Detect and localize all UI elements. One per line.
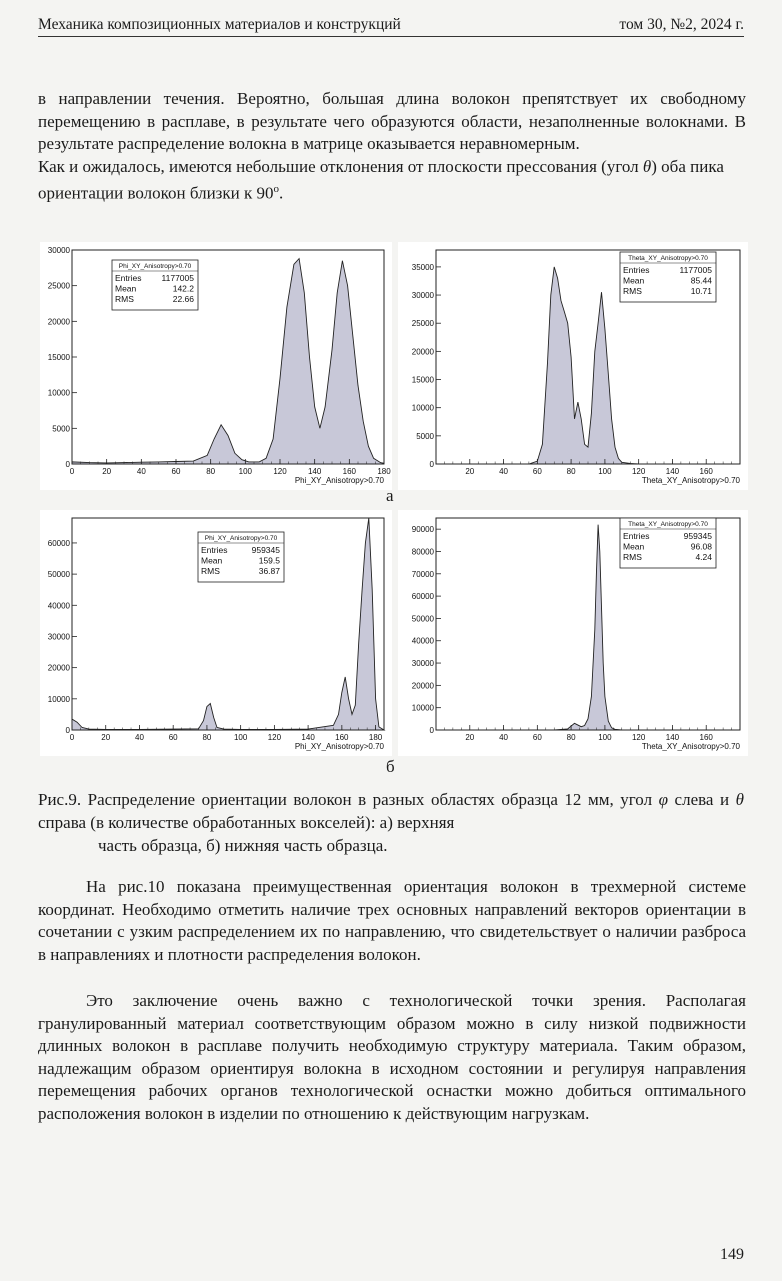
body-text-2: Это заключение очень важно с технологической точки зрения. Располагая гранулированный материал соответствующим образом можно в силу низкой подвижности длинных волокон в расплаве получить необходимую структуру материала. Таким образом, надлежащим образом ориентируя волокна в исходном состоянии и регулируя направления перемещения рабочих органов технологической оснастки можно добиться оптимального расположения волокон в изделии по отношению к действующим нагрузкам. <box>38 991 746 1123</box>
y-tick-label: 30000 <box>411 291 434 301</box>
x-tick-label: 40 <box>499 467 509 476</box>
x-tick-label: 120 <box>631 733 646 742</box>
intro-text: в направлении течения. Вероятно, большая длина волокон препятствует их свободному перемещению в расплаве, в результате чего образуются области, незаполненные волокнами. В результате распределение волокна в матрице оказывается неравномерным. <box>38 89 746 153</box>
y-tick-label: 60000 <box>47 538 70 548</box>
x-tick-label: 60 <box>168 733 178 742</box>
x-tick-label: 180 <box>368 733 383 742</box>
intro-text-2-pre: Как и ожидалось, имеются небольшие отклонения от плоскости прессования (угол <box>38 156 643 176</box>
stats-key: RMS <box>623 286 642 296</box>
y-tick-label: 50000 <box>411 614 434 624</box>
caption-line-1 <box>38 788 744 834</box>
x-tick-label: 80 <box>566 467 576 476</box>
y-tick-label: 10000 <box>47 694 70 704</box>
intro-text-2 <box>38 156 746 206</box>
x-tick-label: 60 <box>532 467 542 476</box>
x-axis-label: Phi_XY_Anisotropy>0.70 <box>294 742 384 751</box>
stats-box <box>198 532 284 582</box>
stats-value: 36.87 <box>258 566 280 576</box>
chart-a-phi <box>40 242 392 490</box>
x-tick-label: 40 <box>136 467 146 476</box>
y-tick-label: 5000 <box>416 431 434 441</box>
phi-symbol: φ <box>658 790 668 809</box>
y-tick-label: 20000 <box>411 347 434 357</box>
x-tick-label: 140 <box>301 733 315 742</box>
x-tick-label: 140 <box>307 467 322 476</box>
x-tick-label: 160 <box>335 733 349 742</box>
y-tick-label: 35000 <box>411 262 434 272</box>
x-axis-label: Theta_XY_Anisotropy>0.70 <box>641 742 740 751</box>
caption-line-2: часть образца, б) нижняя часть образца. <box>98 836 388 855</box>
chart-b-theta <box>398 510 748 756</box>
label-b: б <box>386 757 395 776</box>
stats-value: 10.71 <box>690 286 712 296</box>
stats-box <box>620 252 716 302</box>
stats-title: Phi_XY_Anisotropy>0.70 <box>118 263 192 270</box>
y-tick-label: 20000 <box>47 317 70 327</box>
caption-text-1: Распределение ориентации волокон в разных областях образца 12 мм, угол <box>87 790 659 809</box>
y-tick-label: 60000 <box>411 592 434 602</box>
y-tick-label: 50000 <box>47 570 70 580</box>
stats-key: Entries <box>201 545 228 555</box>
caption-text-2: слева и <box>668 790 736 809</box>
x-tick-label: 20 <box>465 733 475 742</box>
x-tick-label: 120 <box>631 467 646 476</box>
x-tick-label: 100 <box>233 733 248 742</box>
page-number: 149 <box>720 1246 744 1263</box>
caption-prefix: Рис.9. <box>38 790 82 809</box>
y-tick-label: 20000 <box>411 681 434 691</box>
y-tick-label: 10000 <box>411 403 434 413</box>
stats-key: RMS <box>115 294 134 304</box>
stats-title: Theta_XY_Anisotropy>0.70 <box>628 521 708 528</box>
y-tick-label: 0 <box>65 726 70 735</box>
theta-symbol: θ <box>642 156 652 176</box>
x-tick-label: 0 <box>69 467 75 476</box>
x-tick-label: 180 <box>377 467 391 476</box>
chart-b-phi-svg <box>40 510 392 756</box>
intro-text-2-end: . <box>279 183 284 203</box>
x-tick-label: 160 <box>699 467 713 476</box>
chart-a-theta <box>398 242 748 490</box>
stats-value: 959345 <box>683 531 712 541</box>
intro-text-2-post: ) оба пика ориентации волокон близки к 90 <box>38 156 724 203</box>
x-tick-label: 100 <box>238 467 253 476</box>
y-tick-label: 10000 <box>411 703 434 713</box>
x-tick-label: 40 <box>135 733 144 742</box>
stats-value: 1177005 <box>679 265 712 275</box>
stats-value: 96.08 <box>690 541 712 552</box>
stats-key: RMS <box>201 566 220 576</box>
stats-key: Mean <box>623 275 645 286</box>
x-tick-label: 100 <box>598 733 612 742</box>
chart-b-theta-svg <box>398 510 748 756</box>
stats-value: 22.66 <box>172 294 194 304</box>
intro-paragraph <box>38 88 746 205</box>
x-tick-label: 140 <box>665 733 680 742</box>
stats-value: 1177005 <box>161 273 194 283</box>
x-tick-label: 0 <box>69 733 75 742</box>
stats-key: Mean <box>201 555 223 566</box>
stats-title: Phi_XY_Anisotropy>0.70 <box>204 535 278 542</box>
x-tick-label: 160 <box>699 733 713 742</box>
y-tick-label: 40000 <box>411 636 434 646</box>
y-tick-label: 15000 <box>411 375 434 385</box>
x-tick-label: 20 <box>101 733 111 742</box>
x-tick-label: 20 <box>102 467 112 476</box>
y-tick-label: 70000 <box>411 569 434 579</box>
y-tick-label: 90000 <box>411 525 434 535</box>
stats-key: Entries <box>623 531 650 541</box>
running-header <box>38 14 744 37</box>
x-tick-label: 160 <box>342 467 357 476</box>
stats-value: 85.44 <box>690 275 712 286</box>
journal-title: Механика композиционных материалов и конструкций <box>38 16 401 33</box>
chart-b-phi <box>40 510 392 756</box>
y-tick-label: 30000 <box>47 246 70 255</box>
caption-text-3: справа (в количестве обработанных вокселей): а) верхняя <box>38 813 455 832</box>
body-paragraph-1 <box>38 876 746 966</box>
figure-caption <box>38 788 744 857</box>
x-tick-label: 120 <box>273 467 287 476</box>
x-tick-label: 140 <box>665 467 680 476</box>
x-axis-label: Theta_XY_Anisotropy>0.70 <box>641 476 740 485</box>
label-a: а <box>386 486 394 505</box>
x-tick-label: 80 <box>202 733 212 742</box>
y-tick-label: 40000 <box>47 601 70 611</box>
stats-key: RMS <box>623 552 642 562</box>
x-tick-label: 100 <box>598 467 612 476</box>
stats-box <box>620 518 716 568</box>
chart-a-phi-svg <box>40 242 392 490</box>
y-tick-label: 10000 <box>47 388 70 398</box>
body-text-1: На рис.10 показана преимущественная ориентация волокон в трехмерной системе координат. Необходимо отметить наличие трех основных направлений векторов ориентации в сочетании с узким распределением их по направлению, что свидетельствует о наличии разброса в направлениях и плотности распределения волокон. <box>38 877 746 964</box>
stats-value: 959345 <box>251 545 280 555</box>
stats-box <box>112 260 198 310</box>
x-tick-label: 60 <box>532 733 542 742</box>
stats-value: 142.2 <box>172 283 194 294</box>
stats-key: Entries <box>623 265 650 275</box>
stats-key: Entries <box>115 273 142 283</box>
y-tick-label: 25000 <box>411 319 434 329</box>
stats-value: 159.5 <box>258 555 280 566</box>
stats-key: Mean <box>623 541 645 552</box>
y-tick-label: 5000 <box>52 424 70 434</box>
body-paragraph-2 <box>38 990 746 1125</box>
theta-symbol-caption: θ <box>735 790 744 809</box>
y-tick-label: 30000 <box>47 632 70 642</box>
x-tick-label: 20 <box>465 467 475 476</box>
stats-key: Mean <box>115 283 137 294</box>
y-tick-label: 30000 <box>411 659 434 669</box>
degree-sup: о <box>273 183 280 195</box>
y-tick-label: 15000 <box>47 353 70 362</box>
stats-title: Theta_XY_Anisotropy>0.70 <box>628 255 708 262</box>
stats-value: 4.24 <box>695 552 712 562</box>
x-tick-label: 60 <box>171 467 181 476</box>
y-tick-label: 0 <box>65 460 70 469</box>
x-tick-label: 80 <box>206 467 216 476</box>
y-tick-label: 0 <box>429 726 434 735</box>
y-tick-label: 20000 <box>47 663 70 673</box>
issue-info: том 30, №2, 2024 г. <box>619 16 744 33</box>
chart-a-theta-svg <box>398 242 748 490</box>
x-tick-label: 80 <box>566 733 576 742</box>
x-axis-label: Phi_XY_Anisotropy>0.70 <box>294 476 384 485</box>
y-tick-label: 80000 <box>411 547 434 557</box>
x-tick-label: 40 <box>499 733 509 742</box>
x-tick-label: 120 <box>267 733 282 742</box>
y-tick-label: 25000 <box>47 281 70 291</box>
y-tick-label: 0 <box>429 460 434 469</box>
